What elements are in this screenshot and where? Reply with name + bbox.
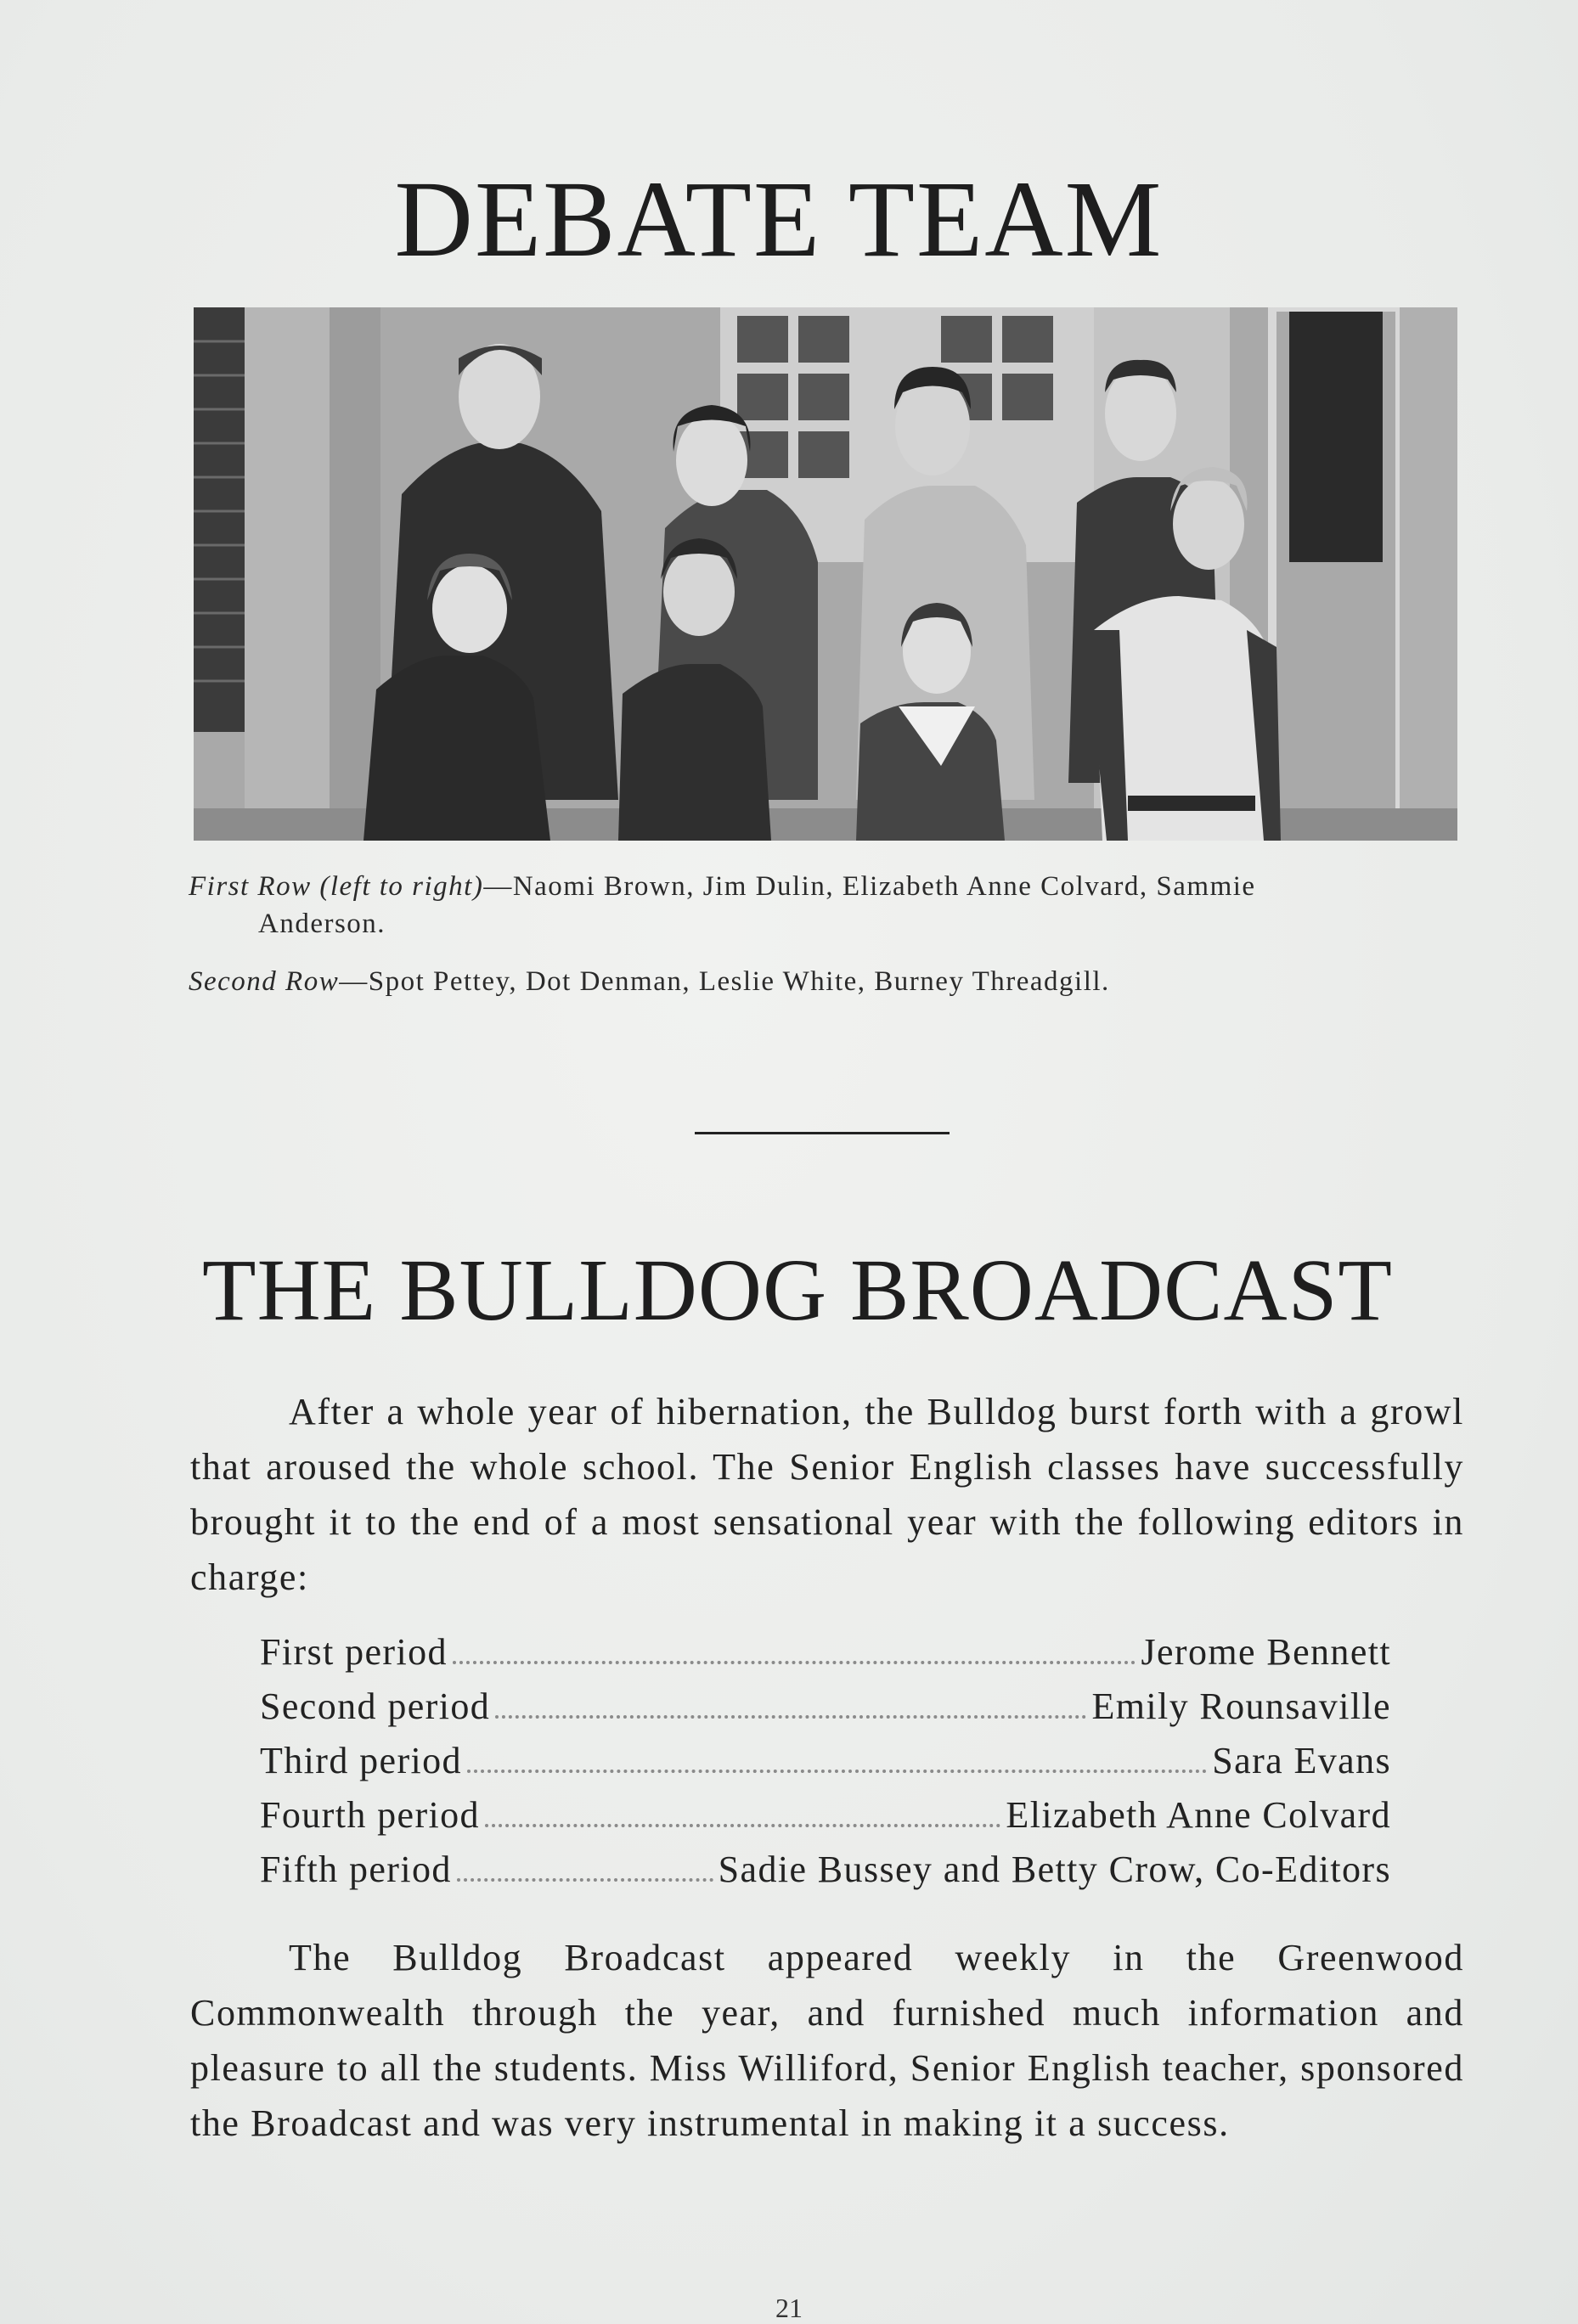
- dot-leader: [457, 1878, 713, 1882]
- debate-team-title: DEBATE TEAM: [394, 159, 1164, 279]
- page-number: 21: [775, 2293, 803, 2323]
- dot-leader: [467, 1770, 1207, 1773]
- caption-second-row-label: Second Row: [189, 966, 340, 997]
- caption-first-row-label: First Row (left to right): [189, 871, 484, 902]
- editor-period: Fifth period: [260, 1849, 452, 1890]
- dot-leader: [453, 1661, 1136, 1664]
- caption-first-row-names: —Naomi Brown, Jim Dulin, Elizabeth Anne Colvard, Sammie: [483, 871, 1256, 902]
- editor-row: [260, 1685, 1391, 1739]
- editor-name: Sadie Bussey and Betty Crow, Co-Editors: [718, 1849, 1391, 1890]
- caption-second-row-names: —Spot Pettey, Dot Denman, Leslie White, Burney Threadgill.: [339, 966, 1110, 997]
- broadcast-closing-paragraph: The Bulldog Broadcast appeared weekly in the Greenwood Commonwealth through the year, and furnished much information and pleasure to all the students. Miss Williford, Senior English teacher, sponsored the Broadcast and was very instrumental in making it a success.: [190, 1937, 1464, 2144]
- caption-first-row: [189, 868, 1467, 943]
- editor-row: [260, 1848, 1391, 1902]
- editor-name: Jerome Bennett: [1141, 1631, 1391, 1673]
- caption-first-row-continuation: Anderson.: [258, 909, 386, 939]
- editor-row: [260, 1739, 1391, 1793]
- broadcast-intro-paragraph: After a whole year of hibernation, the Bulldog burst forth with a growl that aroused the whole school. The Senior English classes have successfully brought it to the end of a most sensational year with the following editors in charge:: [190, 1391, 1464, 1598]
- editor-period: Fourth period: [260, 1794, 480, 1836]
- editor-row: [260, 1630, 1391, 1685]
- editor-name: Sara Evans: [1212, 1740, 1391, 1781]
- editor-name: Emily Rounsaville: [1091, 1685, 1391, 1727]
- dot-leader: [495, 1715, 1086, 1719]
- bulldog-broadcast-title: THE BULLDOG BROADCAST: [202, 1241, 1393, 1339]
- section-divider: [695, 1132, 950, 1134]
- editor-period: First period: [260, 1631, 448, 1673]
- editor-period: Third period: [260, 1740, 462, 1781]
- caption-second-row: [189, 963, 1467, 1000]
- debate-team-photo: [194, 307, 1457, 841]
- editor-name: Elizabeth Anne Colvard: [1006, 1794, 1391, 1836]
- editor-period: Second period: [260, 1685, 491, 1727]
- editors-list: [260, 1630, 1391, 1902]
- dot-leader: [485, 1824, 1000, 1827]
- editor-row: [260, 1793, 1391, 1848]
